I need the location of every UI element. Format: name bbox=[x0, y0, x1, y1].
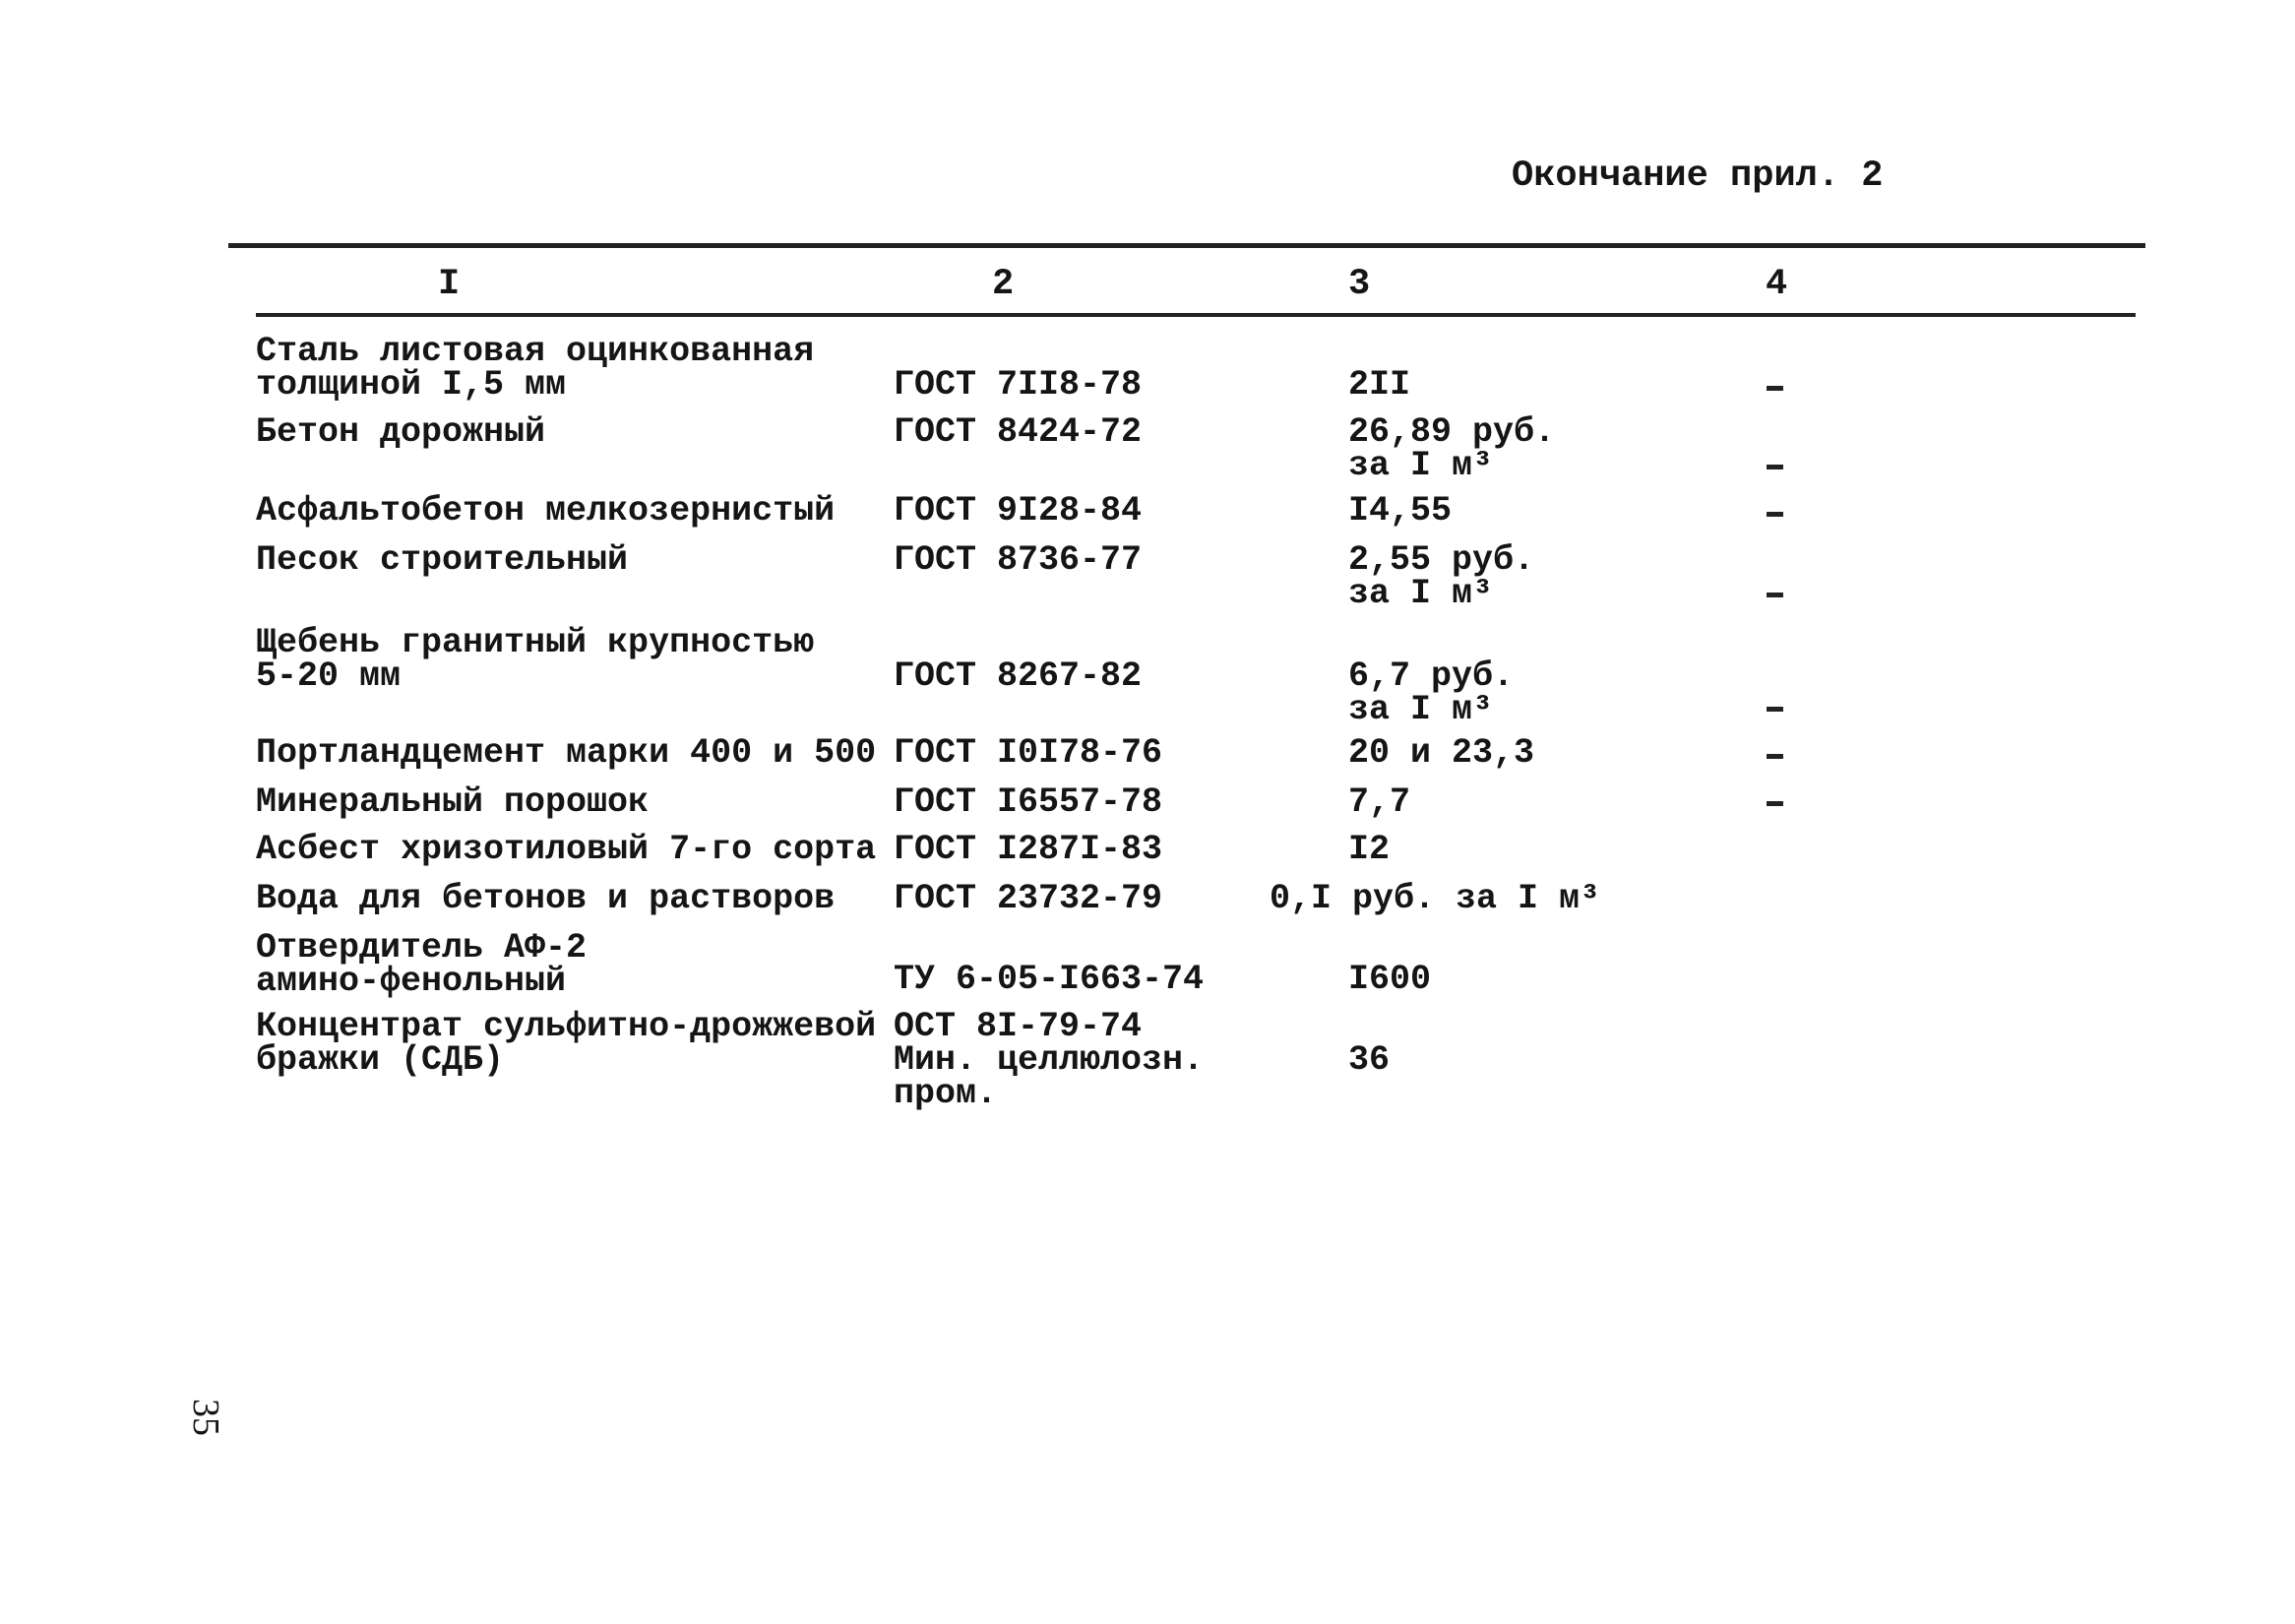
row-3-standard: ГОСТ 9I28-84 bbox=[894, 491, 1143, 531]
column-number-2: 2 bbox=[992, 264, 1015, 305]
row-1-standard: ГОСТ 7II8-78 bbox=[894, 365, 1143, 405]
row-6-material: Портландцемент марки 400 и 500 bbox=[256, 733, 877, 773]
row-7-col4-dash bbox=[1767, 801, 1783, 806]
row-2-material: Бетон дорожный bbox=[256, 412, 546, 452]
row-9-material: Вода для бетонов и растворов bbox=[256, 879, 836, 918]
column-number-4: 4 bbox=[1766, 264, 1788, 305]
row-10-standard: ТУ 6-05-I663-74 bbox=[894, 960, 1205, 999]
row-11-price: 36 bbox=[1348, 1040, 1391, 1080]
row-3-col4-dash bbox=[1767, 512, 1783, 517]
table-top-rule bbox=[228, 243, 2145, 248]
row-9-price: 0,I руб. за I м³ bbox=[1270, 879, 1601, 918]
row-5-material: Щебень гранитный крупностью 5-20 мм bbox=[256, 623, 815, 696]
row-11-material: Концентрат сульфитно-дрожжевой бражки (СДБ) bbox=[256, 1007, 877, 1080]
row-11-standard: ОСТ 8I-79-74 Мин. целлюлозн. пром. bbox=[894, 1007, 1205, 1113]
row-2-col4-dash bbox=[1767, 465, 1783, 469]
row-1-price: 2II bbox=[1348, 365, 1411, 405]
row-10-material: Отвердитель АФ-2 амино-фенольный bbox=[256, 928, 588, 1001]
page-number: 35 bbox=[185, 1399, 226, 1436]
row-9-standard: ГОСТ 23732-79 bbox=[894, 879, 1163, 918]
row-6-price: 20 и 23,3 bbox=[1348, 733, 1535, 773]
row-3-price: I4,55 bbox=[1348, 491, 1453, 531]
row-4-material: Песок строительный bbox=[256, 540, 629, 580]
row-8-material: Асбест хризотиловый 7-го сорта bbox=[256, 830, 877, 869]
row-2-standard: ГОСТ 8424-72 bbox=[894, 412, 1143, 452]
row-7-material: Минеральный порошок bbox=[256, 782, 650, 822]
row-6-standard: ГОСТ I0I78-76 bbox=[894, 733, 1163, 773]
row-3-material: Асфальтобетон мелкозернистый bbox=[256, 491, 836, 531]
page-title: Окончание прил. 2 bbox=[1512, 156, 1884, 197]
row-7-price: 7,7 bbox=[1348, 782, 1411, 822]
row-5-price: 6,7 руб. за I м³ bbox=[1348, 656, 1515, 729]
row-7-standard: ГОСТ I6557-78 bbox=[894, 782, 1163, 822]
row-1-col4-dash bbox=[1767, 386, 1783, 391]
column-number-3: 3 bbox=[1348, 264, 1371, 305]
row-8-price: I2 bbox=[1348, 830, 1391, 869]
row-8-standard: ГОСТ I287I-83 bbox=[894, 830, 1163, 869]
row-4-col4-dash bbox=[1767, 593, 1783, 597]
row-2-price: 26,89 руб. за I м³ bbox=[1348, 412, 1556, 485]
row-5-col4-dash bbox=[1767, 707, 1783, 712]
row-10-price: I600 bbox=[1348, 960, 1432, 999]
row-4-price: 2,55 руб. за I м³ bbox=[1348, 540, 1535, 613]
column-number-1: I bbox=[438, 264, 461, 305]
row-5-standard: ГОСТ 8267-82 bbox=[894, 656, 1143, 696]
row-1-material: Сталь листовая оцинкованная толщиной I,5 мм bbox=[256, 332, 815, 405]
row-6-col4-dash bbox=[1767, 754, 1783, 759]
row-4-standard: ГОСТ 8736-77 bbox=[894, 540, 1143, 580]
table-header-rule bbox=[256, 313, 2136, 317]
